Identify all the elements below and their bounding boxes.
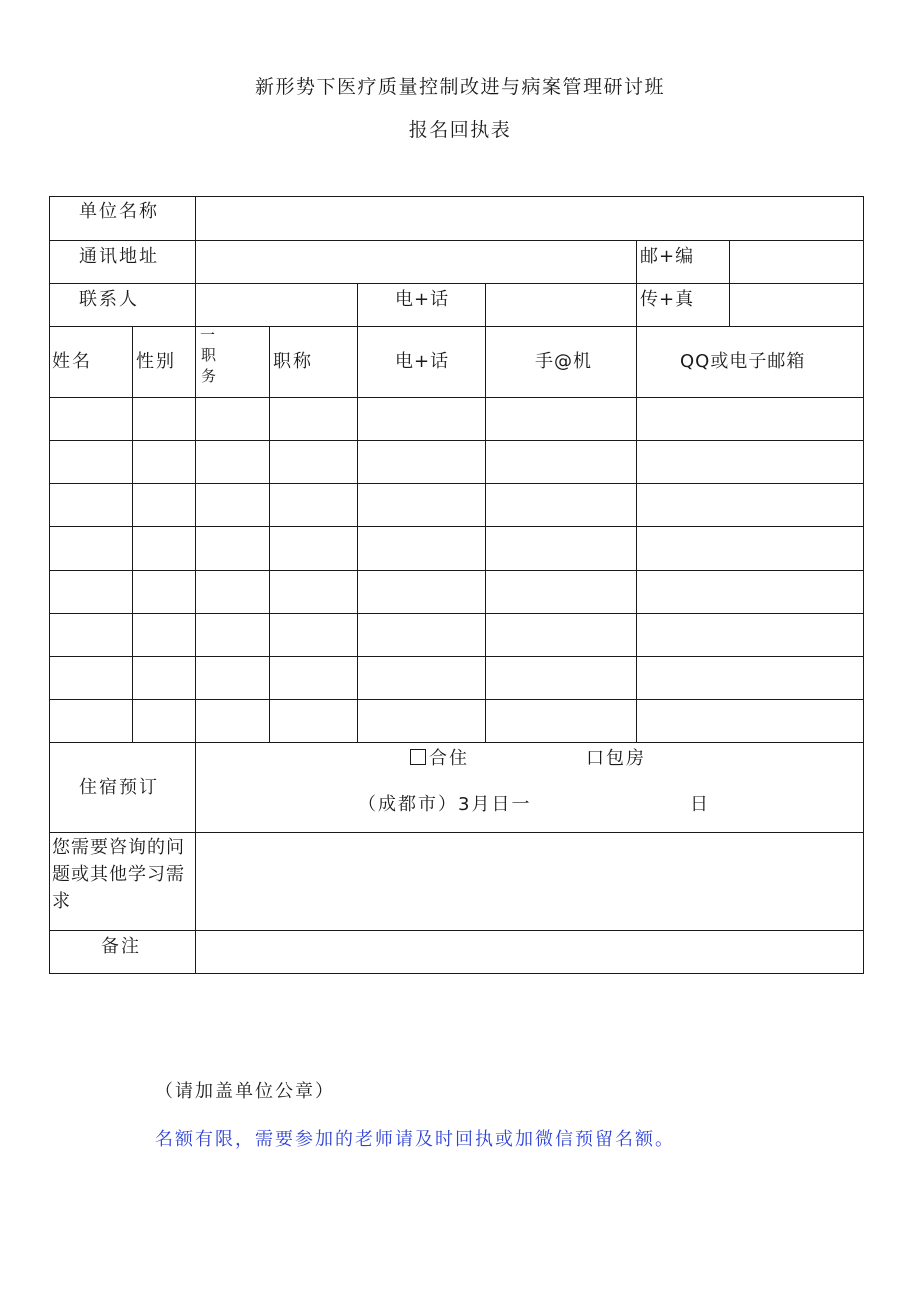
attendee-mobile-cell[interactable] (487, 658, 635, 697)
stamp-note: （请加盖单位公章） (155, 1081, 335, 1102)
contact-phone-field[interactable] (487, 285, 635, 325)
attendee-phone-cell[interactable] (359, 528, 484, 567)
postcode-field[interactable] (731, 242, 862, 282)
header-email: QQ或电子邮箱 (680, 351, 806, 372)
unit-name-label: 单位名称 (79, 201, 159, 222)
attendee-title-cell[interactable] (271, 399, 356, 438)
attendee-mobile-cell[interactable] (487, 485, 635, 524)
attendee-email-cell[interactable] (638, 399, 862, 438)
attendee-mobile-cell[interactable] (487, 442, 635, 481)
attendee-email-cell[interactable] (638, 442, 862, 481)
header-position-dash: 一 (200, 326, 216, 344)
header-gender: 性别 (136, 351, 176, 372)
checkbox-icon (410, 749, 426, 765)
form-subtitle: 报名回执表 (408, 119, 512, 141)
attendee-mobile-cell[interactable] (487, 528, 635, 567)
attendee-phone-cell[interactable] (359, 701, 484, 740)
consult-field[interactable] (197, 834, 862, 929)
attendee-phone-cell[interactable] (359, 442, 484, 481)
attendee-phone-cell[interactable] (359, 485, 484, 524)
attendee-gender-cell[interactable] (134, 528, 194, 567)
attendee-position-cell[interactable] (197, 442, 268, 481)
attendee-gender-cell[interactable] (134, 658, 194, 697)
attendee-mobile-cell[interactable] (487, 615, 635, 654)
attendee-gender-cell[interactable] (134, 571, 194, 610)
attendee-name-cell[interactable] (51, 658, 131, 697)
header-position-line1: 职 (201, 346, 217, 364)
attendee-name-cell[interactable] (51, 399, 131, 438)
attendee-name-cell[interactable] (51, 701, 131, 740)
option-private[interactable] (586, 748, 646, 770)
postcode-label: 邮+编 (640, 246, 695, 267)
form-title: 新形势下医疗质量控制改进与病案管理研讨班 (254, 76, 665, 98)
option-private-box: 口 (586, 748, 606, 769)
consult-label: 您需要咨询的问题或其他学习需求 (52, 837, 185, 912)
attendee-position-cell[interactable] (197, 485, 268, 524)
attendee-gender-cell[interactable] (134, 701, 194, 740)
attendee-position-cell[interactable] (197, 528, 268, 567)
attendee-title-cell[interactable] (271, 658, 356, 697)
accommodation-label: 住宿预订 (79, 777, 159, 798)
header-mobile: 手@机 (535, 351, 592, 372)
attendee-phone-cell[interactable] (359, 399, 484, 438)
attendee-email-cell[interactable] (638, 701, 862, 740)
attendee-title-cell[interactable] (271, 442, 356, 481)
contact-field[interactable] (197, 285, 356, 325)
fax-field[interactable] (731, 285, 862, 325)
attendee-email-cell[interactable] (638, 571, 862, 610)
attendee-title-cell[interactable] (271, 571, 356, 610)
attendee-gender-cell[interactable] (134, 615, 194, 654)
attendee-position-cell[interactable] (197, 571, 268, 610)
stay-date-end[interactable]: 日 (690, 794, 710, 815)
stay-date-start[interactable]: （成都市）3月日一 (358, 794, 532, 815)
option-shared-label: 合住 (429, 748, 469, 769)
attendee-phone-cell[interactable] (359, 571, 484, 610)
attendee-title-cell[interactable] (271, 615, 356, 654)
address-field[interactable] (197, 242, 635, 282)
header-position-line2: 务 (201, 367, 217, 385)
unit-name-field[interactable] (197, 198, 862, 239)
attendee-title-cell[interactable] (271, 701, 356, 740)
attendee-gender-cell[interactable] (134, 442, 194, 481)
contact-phone-label: 电+话 (395, 289, 450, 310)
contact-label: 联系人 (79, 289, 139, 310)
attendee-mobile-cell[interactable] (487, 571, 635, 610)
attendee-title-cell[interactable] (271, 528, 356, 567)
attendee-position-cell[interactable] (197, 701, 268, 740)
remarks-field[interactable] (197, 932, 862, 972)
header-title: 职称 (273, 351, 313, 372)
attendee-phone-cell[interactable] (359, 615, 484, 654)
attendee-name-cell[interactable] (51, 528, 131, 567)
attendee-phone-cell[interactable] (359, 658, 484, 697)
attendee-gender-cell[interactable] (134, 485, 194, 524)
option-private-label: 包房 (606, 748, 646, 769)
attendee-name-cell[interactable] (51, 615, 131, 654)
attendee-mobile-cell[interactable] (487, 399, 635, 438)
attendee-email-cell[interactable] (638, 485, 862, 524)
remarks-label: 备注 (101, 936, 141, 957)
attendee-name-cell[interactable] (51, 571, 131, 610)
attendee-email-cell[interactable] (638, 615, 862, 654)
attendee-position-cell[interactable] (197, 399, 268, 438)
quota-note: 名额有限，需要参加的老师请及时回执或加微信预留名额。 (155, 1129, 675, 1150)
attendee-name-cell[interactable] (51, 485, 131, 524)
option-shared[interactable] (410, 748, 469, 770)
attendee-gender-cell[interactable] (134, 399, 194, 438)
attendee-position-cell[interactable] (197, 658, 268, 697)
attendee-mobile-cell[interactable] (487, 701, 635, 740)
attendee-email-cell[interactable] (638, 658, 862, 697)
header-name: 姓名 (52, 351, 92, 372)
attendee-email-cell[interactable] (638, 528, 862, 567)
attendee-position-cell[interactable] (197, 615, 268, 654)
fax-label: 传+真 (640, 289, 695, 310)
attendee-name-cell[interactable] (51, 442, 131, 481)
header-phone: 电+话 (395, 351, 450, 372)
attendee-title-cell[interactable] (271, 485, 356, 524)
address-label: 通讯地址 (79, 246, 159, 267)
